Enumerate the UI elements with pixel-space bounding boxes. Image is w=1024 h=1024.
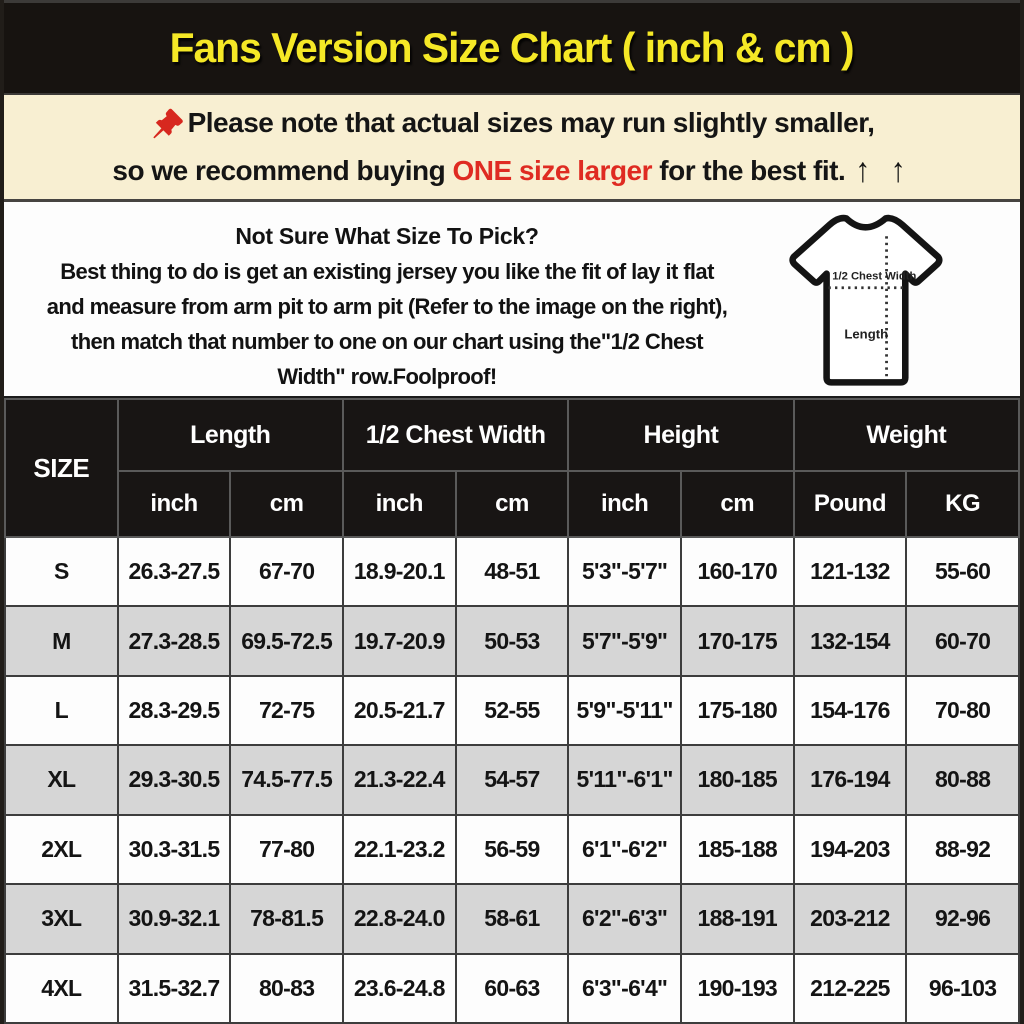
value-cell: 56-59 (456, 815, 569, 884)
value-cell: 60-63 (456, 954, 569, 1023)
value-cell: 74.5-77.5 (230, 745, 343, 814)
value-cell: 30.9-32.1 (118, 884, 231, 953)
title-bar (4, 0, 1020, 95)
guide-line: then match that number to one on our chart using the"1/2 Chest (70, 329, 704, 354)
size-cell: 4XL (5, 954, 118, 1023)
value-cell: 92-96 (906, 884, 1019, 953)
value-cell: 27.3-28.5 (118, 606, 231, 675)
size-table (4, 398, 1020, 1024)
guide-line: and measure from arm pit to arm pit (Refer to the image on the right), (46, 294, 728, 319)
value-cell: 154-176 (794, 676, 907, 745)
pushpin-icon (150, 106, 184, 140)
column-group-weight: Weight (794, 399, 1019, 471)
column-subheader-length-cm: cm (230, 471, 343, 537)
size-cell: XL (5, 745, 118, 814)
value-cell: 6'2"-6'3" (568, 884, 681, 953)
header-group-row (5, 399, 1019, 471)
value-cell: 5'9"-5'11" (568, 676, 681, 745)
table-row (5, 884, 1019, 953)
value-cell: 121-132 (794, 537, 907, 606)
size-table-body (5, 537, 1019, 1023)
value-cell: 203-212 (794, 884, 907, 953)
value-cell: 31.5-32.7 (118, 954, 231, 1023)
value-cell: 5'3"-5'7" (568, 537, 681, 606)
value-cell: 50-53 (456, 606, 569, 675)
value-cell: 96-103 (906, 954, 1019, 1023)
value-cell: 5'7"-5'9" (568, 606, 681, 675)
column-header-size: SIZE (5, 399, 118, 537)
value-cell: 30.3-31.5 (118, 815, 231, 884)
value-cell: 67-70 (230, 537, 343, 606)
value-cell: 48-51 (456, 537, 569, 606)
value-cell: 23.6-24.8 (343, 954, 456, 1023)
value-cell: 52-55 (456, 676, 569, 745)
column-subheader-weight-kg: KG (906, 471, 1019, 537)
notice-line-2 (112, 147, 911, 195)
value-cell: 194-203 (794, 815, 907, 884)
column-group-chest-width: 1/2 Chest Width (343, 399, 568, 471)
value-cell: 70-80 (906, 676, 1019, 745)
table-row (5, 676, 1019, 745)
size-table-section (4, 398, 1020, 1024)
size-table-header (5, 399, 1019, 537)
value-cell: 6'3"-6'4" (568, 954, 681, 1023)
table-row (5, 745, 1019, 814)
size-cell: L (5, 676, 118, 745)
chest-width-label: 1/2 Chest Width (832, 270, 917, 283)
value-cell: 72-75 (230, 676, 343, 745)
column-group-height: Height (568, 399, 793, 471)
value-cell: 19.7-20.9 (343, 606, 456, 675)
guide-heading: Not Sure What Size To Pick? (235, 223, 539, 249)
size-cell: M (5, 606, 118, 675)
guide-line: Width" row.Foolproof! (277, 364, 497, 389)
column-subheader-chest-inch: inch (343, 471, 456, 537)
value-cell: 80-88 (906, 745, 1019, 814)
table-row (5, 537, 1019, 606)
value-cell: 190-193 (681, 954, 794, 1023)
size-cell: S (5, 537, 118, 606)
header-unit-row (5, 471, 1019, 537)
value-cell: 58-61 (456, 884, 569, 953)
value-cell: 18.9-20.1 (343, 537, 456, 606)
column-subheader-weight-pound: Pound (794, 471, 907, 537)
value-cell: 55-60 (906, 537, 1019, 606)
value-cell: 160-170 (681, 537, 794, 606)
value-cell: 5'11"-6'1" (568, 745, 681, 814)
value-cell: 21.3-22.4 (343, 745, 456, 814)
notice-text-1: Please note that actual sizes may run slightly smaller, (187, 107, 875, 138)
value-cell: 28.3-29.5 (118, 676, 231, 745)
value-cell: 69.5-72.5 (230, 606, 343, 675)
notice-line-1 (150, 99, 875, 147)
value-cell: 22.1-23.2 (343, 815, 456, 884)
value-cell: 132-154 (794, 606, 907, 675)
guide-line: Best thing to do is get an existing jersey you like the fit of lay it flat (60, 259, 714, 284)
value-cell: 212-225 (794, 954, 907, 1023)
value-cell: 78-81.5 (230, 884, 343, 953)
value-cell: 22.8-24.0 (343, 884, 456, 953)
size-cell: 3XL (5, 884, 118, 953)
value-cell: 80-83 (230, 954, 343, 1023)
page-title: Fans Version Size Chart ( inch & cm ) (169, 24, 855, 71)
up-arrows-icon: ↑ ↑ (855, 151, 912, 190)
column-subheader-length-inch: inch (118, 471, 231, 537)
table-row (5, 815, 1019, 884)
value-cell: 54-57 (456, 745, 569, 814)
value-cell: 29.3-30.5 (118, 745, 231, 814)
value-cell: 20.5-21.7 (343, 676, 456, 745)
sizing-guide-text (4, 202, 770, 396)
value-cell: 6'1"-6'2" (568, 815, 681, 884)
value-cell: 77-80 (230, 815, 343, 884)
column-group-length: Length (118, 399, 343, 471)
notice-banner (4, 95, 1020, 202)
value-cell: 188-191 (681, 884, 794, 953)
column-subheader-chest-cm: cm (456, 471, 569, 537)
length-label: Length (844, 326, 889, 342)
value-cell: 180-185 (681, 745, 794, 814)
notice-text-2-pre: so we recommend buying (112, 155, 453, 186)
notice-text-2-post: for the best fit. (652, 155, 846, 186)
table-row (5, 954, 1019, 1023)
size-cell: 2XL (5, 815, 118, 884)
value-cell: 176-194 (794, 745, 907, 814)
tshirt-measurement-diagram (770, 202, 1020, 396)
value-cell: 170-175 (681, 606, 794, 675)
column-subheader-height-cm: cm (681, 471, 794, 537)
value-cell: 60-70 (906, 606, 1019, 675)
value-cell: 88-92 (906, 815, 1019, 884)
column-subheader-height-inch: inch (568, 471, 681, 537)
notice-highlight: ONE size larger (452, 155, 653, 186)
value-cell: 26.3-27.5 (118, 537, 231, 606)
tshirt-icon (776, 210, 954, 388)
value-cell: 185-188 (681, 815, 794, 884)
sizing-guide (4, 202, 1020, 398)
table-row (5, 606, 1019, 675)
value-cell: 175-180 (681, 676, 794, 745)
